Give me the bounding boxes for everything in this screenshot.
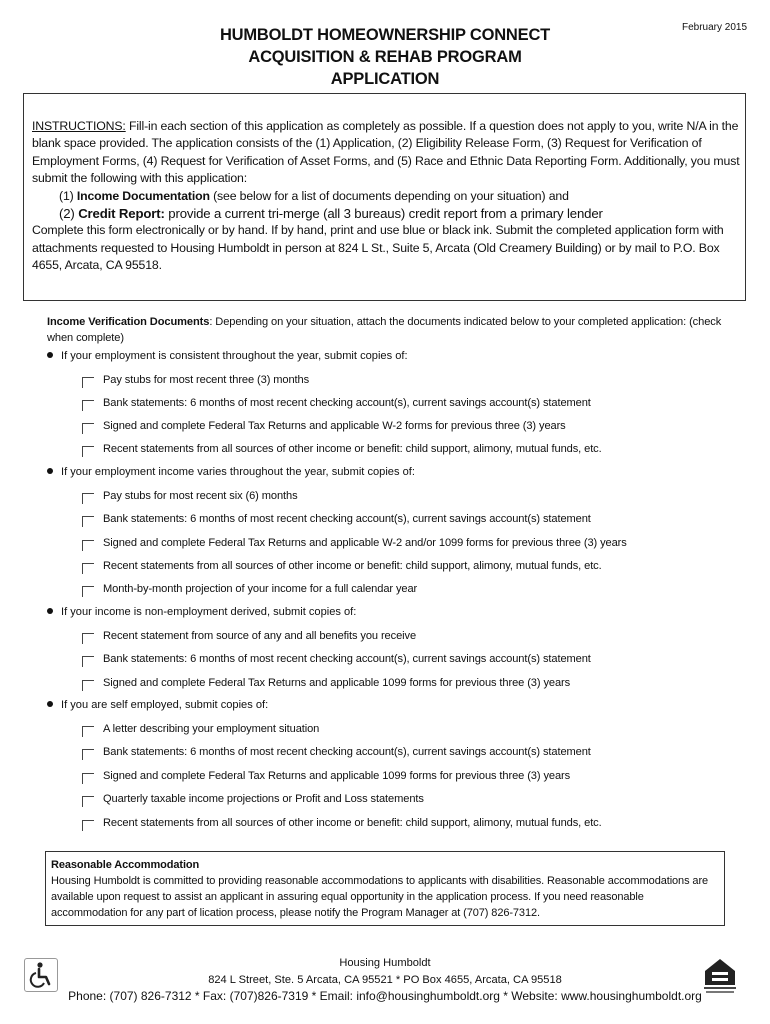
bullet-icon <box>47 701 53 707</box>
accommodation-title: Reasonable Accommodation <box>51 859 200 871</box>
item-2-bold: Credit Report: <box>78 206 165 222</box>
checkbox[interactable] <box>82 563 94 574</box>
checklist-item[interactable]: Bank statements: 6 months of most recent checking account(s), current savings account(s) statement <box>82 653 591 665</box>
checkbox[interactable] <box>82 633 94 644</box>
checklist-item[interactable]: Signed and complete Federal Tax Returns and applicable 1099 forms for previous three (3) years <box>82 677 570 689</box>
title-line-1: HUMBOLDT HOMEOWNERSHIP CONNECT <box>219 26 551 44</box>
bullet-icon <box>47 352 53 358</box>
title-line-2: ACQUISITION & REHAB PROGRAM <box>248 48 522 66</box>
group-3-label: If your income is non-employment derived, submit copies of: <box>47 606 356 618</box>
checklist-item[interactable]: A letter describing your employment situation <box>82 723 319 735</box>
instructions-intro <box>32 118 744 188</box>
checklist-item[interactable]: Recent statements from all sources of other income or benefit: child support, alimony, mutual funds, etc. <box>82 817 602 829</box>
instructions-text-2: Complete this form electronically or by hand. If by hand, print and use blue or black ink. Submit the completed application form with attachments requested to Housing Humboldt in person at 824 L St., Suite 5, Arcata (Old Creamery Building) or by mail to P.O. Box 4655, Arcata, CA 95518. <box>32 223 724 273</box>
instructions-item-2 <box>32 205 744 222</box>
checklist-item[interactable]: Bank statements: 6 months of most recent checking account(s), current savings account(s) statement <box>82 397 591 409</box>
checkbox[interactable] <box>82 540 94 551</box>
checklist-item[interactable]: Bank statements: 6 months of most recent checking account(s), current savings account(s) statement <box>82 746 591 758</box>
instructions-label: INSTRUCTIONS: <box>32 119 126 133</box>
title-line-3: APPLICATION <box>330 70 440 88</box>
checklist-item[interactable]: Recent statements from all sources of other income or benefit: child support, alimony, mutual funds, etc. <box>82 443 602 455</box>
income-docs-heading-rest: : Depending on your situation, attach the documents indicated below to your completed application: (check when complete) <box>47 316 722 344</box>
checklist-item[interactable]: Bank statements: 6 months of most recent checking account(s), current savings account(s) statement <box>82 513 591 525</box>
checkbox[interactable] <box>82 586 94 597</box>
income-docs-heading-bold: Income Verification Documents <box>47 316 210 328</box>
page-title <box>0 24 770 90</box>
item-2-number: (2) <box>59 206 79 222</box>
bullet-icon <box>47 468 53 474</box>
item-2-rest: provide a current tri-merge (all 3 bureaus) credit report from a primary lender <box>164 206 603 222</box>
footer-org: Housing Humboldt <box>339 957 431 969</box>
equal-housing-icon <box>701 955 739 995</box>
checkbox[interactable] <box>82 749 94 760</box>
checklist-item[interactable]: Month-by-month projection of your income for a full calendar year <box>82 583 417 595</box>
instructions <box>32 118 744 275</box>
checkbox[interactable] <box>82 796 94 807</box>
checkbox[interactable] <box>82 400 94 411</box>
checklist-item[interactable]: Recent statement from source of any and all benefits you receive <box>82 630 416 642</box>
checklist-item[interactable]: Pay stubs for most recent three (3) months <box>82 374 309 386</box>
checkbox[interactable] <box>82 493 94 504</box>
instructions-text-1: Fill-in each section of this application as completely as possible. If a question does not apply to you, write N/A in the blank space provided. The application consists of the (1) Application, (2) Eligibility Release Form, (3) Request for Verification of Employment Forms, (4) Request for Verification of Asset Forms, and (5) Race and Ethnic Data Reporting Form. Additionally, you must submit the following with this application: <box>32 119 740 186</box>
income-docs-heading <box>47 314 747 346</box>
date: February 2015 <box>682 22 748 33</box>
instructions-item-1 <box>32 188 744 205</box>
checklist-item[interactable]: Recent statements from all sources of other income or benefit: child support, alimony, mutual funds, etc. <box>82 560 602 572</box>
accommodation-text: Housing Humboldt is committed to providing reasonable accommodations to applicants with disabilities. Reasonable accommodations are available upon request to assist an applicant in assuring equal opportunity in the application process. If you need reasonable accommodation for any part of lication process, please notify the Program Manager at (707) 826-7312. <box>51 875 709 919</box>
checkbox[interactable] <box>82 377 94 388</box>
checkbox[interactable] <box>82 680 94 691</box>
checkbox[interactable] <box>82 773 94 784</box>
footer-contact: Phone: (707) 826-7312 * Fax: (707)826-7319 * Email: info@housinghumboldt.org * Website: www.housinghumboldt.org <box>68 989 702 1003</box>
checkbox[interactable] <box>82 446 94 457</box>
item-1-bold: Income Documentation <box>76 188 210 203</box>
group-4-label: If you are self employed, submit copies of: <box>47 699 268 711</box>
group-2-label: If your employment income varies throughout the year, submit copies of: <box>47 466 415 478</box>
checklist-item[interactable]: Signed and complete Federal Tax Returns and applicable W-2 forms for previous three (3) years <box>82 420 566 432</box>
checkbox[interactable] <box>82 820 94 831</box>
checklist-item[interactable]: Quarterly taxable income projections or Profit and Loss statements <box>82 793 424 805</box>
checklist-item[interactable]: Signed and complete Federal Tax Returns and applicable W-2 and/or 1099 forms for previous three (3) years <box>82 537 627 549</box>
checklist-item[interactable]: Signed and complete Federal Tax Returns and applicable 1099 forms for previous three (3) years <box>82 770 570 782</box>
footer <box>0 955 770 1005</box>
group-1-label: If your employment is consistent throughout the year, submit copies of: <box>47 350 408 362</box>
checklist-item[interactable]: Pay stubs for most recent six (6) months <box>82 490 298 502</box>
accommodation <box>51 857 721 921</box>
item-1-rest: (see below for a list of documents depending on your situation) and <box>209 188 569 203</box>
checkbox[interactable] <box>82 516 94 527</box>
item-1-number: (1) <box>59 188 77 203</box>
checkbox[interactable] <box>82 656 94 667</box>
bullet-icon <box>47 608 53 614</box>
footer-address: 824 L Street, Ste. 5 Arcata, CA 95521 * PO Box 4655, Arcata, CA 95518 <box>208 973 562 986</box>
checkbox[interactable] <box>82 726 94 737</box>
checkbox[interactable] <box>82 423 94 434</box>
